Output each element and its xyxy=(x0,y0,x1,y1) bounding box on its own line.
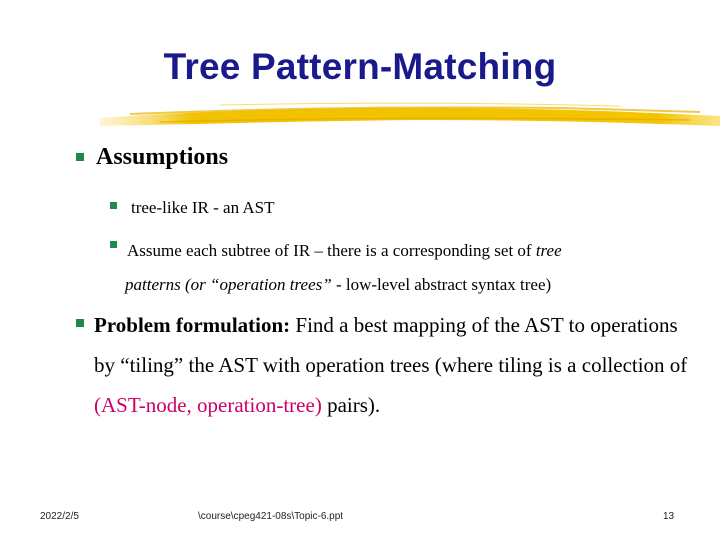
problem-formulation-highlight: (AST-node, operation-tree) xyxy=(94,393,322,417)
footer-file-path: \course\cpeg421-08s\Topic-6.ppt xyxy=(198,511,344,522)
bullet-square-icon xyxy=(76,319,84,327)
bullet-problem-formulation xyxy=(76,305,696,425)
title-underline-brush xyxy=(100,100,720,134)
sub-bullet-tree-like-ir xyxy=(110,198,275,218)
bullet-assumptions xyxy=(76,144,228,171)
sub-bullet-patterns-text: - low-level abstract syntax tree) xyxy=(335,275,552,294)
footer-page-number: 13 xyxy=(663,511,675,522)
bullet-square-icon xyxy=(110,241,117,248)
bullet-assumptions-text: Assumptions xyxy=(96,144,229,170)
sub-bullet-subtree xyxy=(110,234,690,302)
sub-bullet-patterns-italic: patterns (or “operation trees” xyxy=(125,275,336,294)
sub-bullet-tree-like-ir-text: tree-like IR - an AST xyxy=(131,198,275,217)
problem-formulation-label: Problem formulation: xyxy=(94,313,291,337)
slide-title: Tree Pattern-Matching xyxy=(163,46,557,87)
problem-formulation-text-end: pairs). xyxy=(321,393,381,417)
bullet-square-icon xyxy=(76,153,84,161)
sub-bullet-subtree-text: Assume each subtree of IR – there is a corresponding set of xyxy=(127,241,536,260)
problem-formulation-text: Find a best mapping of the AST to operations by “tiling” the AST with operation trees (where tiling is a collection of xyxy=(94,313,688,377)
bullet-square-icon xyxy=(110,202,117,209)
sub-bullet-subtree-italic: tree xyxy=(535,241,562,260)
footer-date: 2022/2/5 xyxy=(40,511,79,522)
